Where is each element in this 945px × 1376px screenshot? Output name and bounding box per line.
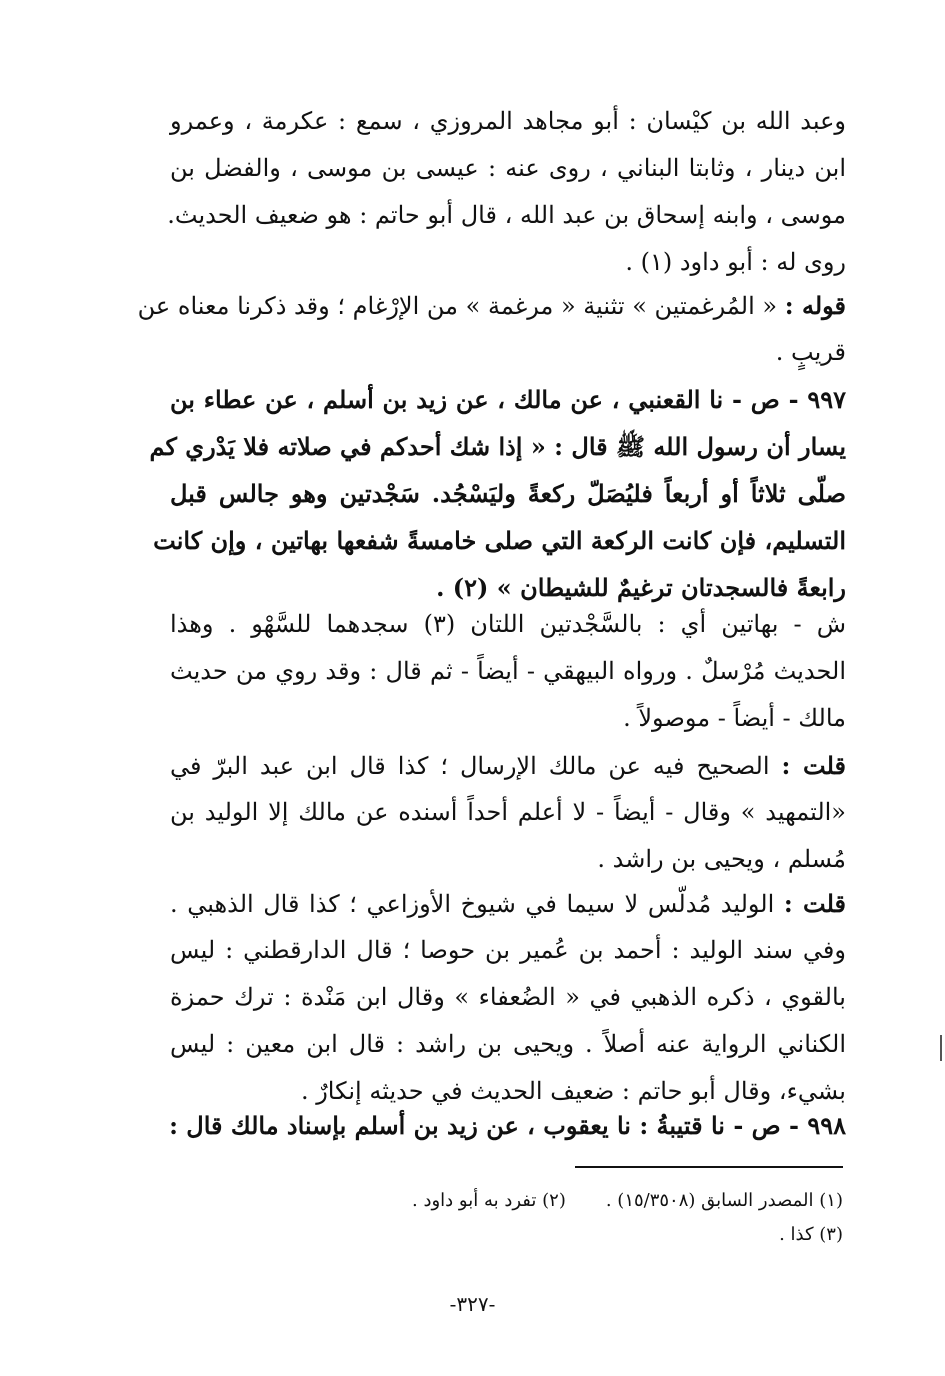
footnote-3: (٣) كذا . xyxy=(779,1224,843,1245)
text-line: الحديث مُرْسلٌ . ورواه البيهقي - أيضاً - ثم قال : وقد روي من حديث xyxy=(170,657,846,685)
paragraph-lead: قلت : xyxy=(783,889,846,918)
page-number: -٣٢٧- xyxy=(449,1292,496,1316)
line-text: « المُرغمتين » تثنية « مرغمة » من الإرْغام ؛ وقد ذكرنا معناه عن xyxy=(137,292,778,320)
paragraph-commentary-biha-tayn xyxy=(170,601,846,742)
text-line xyxy=(170,742,846,789)
text-line: ٩٩٨ - ص - نا قتيبةُ : نا يعقوب ، عن زيد بن أسلم بإسناد مالك قال : xyxy=(169,1111,846,1140)
text-line: بالقوي ، ذكره الذهبي في « الضُعفاء » وقال ابن مَنْدة : ترك حمزة xyxy=(170,983,846,1011)
line-text: الوليد مُدلّس لا سيما في شيوخ الأوزاعي ؛ كذا قال الذهبي . xyxy=(170,890,775,918)
text-line: يسار أن رسول الله ﷺ قال : « إذا شك أحدكم في صلاته فلا يَدْري كم xyxy=(149,432,846,461)
text-line: ابن دينار ، وثابتا البناني ، روى عنه : عيسى بن موسى ، والفضل بن xyxy=(170,154,846,182)
text-line xyxy=(170,880,846,927)
footnote-row xyxy=(300,1184,843,1218)
text-line: مالك - أيضاً - موصولاً . xyxy=(623,704,846,732)
footnote-row xyxy=(300,1218,843,1252)
text-line: صلّى ثلاثاً أو أربعاً فليُصَلّ ركعةً وليَسْجُد. سَجْدتين وهو جالس قبل xyxy=(170,479,846,508)
paragraph-abdullah-bin-kaysan xyxy=(167,98,846,286)
text-line: بشيء، وقال أبو حاتم : ضعيف الحديث في حديثه إنكارٌ . xyxy=(300,1077,846,1105)
text-line: الكناني الرواية عنه أصلاً . ويحيى بن راشد : قال ابن معين : ليس xyxy=(170,1030,846,1058)
text-line: ش - بهاتين أي : بالسَّجْدتين اللتان (٣) سجدهما للسَّهْو . وهذا xyxy=(170,610,846,638)
text-line: روى له : أبو داود (١) . xyxy=(625,248,846,276)
text-line: التسليم، فإن كانت الركعة التي صلى خامسةً شفعها بهاتين ، وإن كانت xyxy=(153,526,846,555)
text-line: وفي سند الوليد : أحمد بن عُمير بن حوصا ؛ قال الدارقطني : ليس xyxy=(170,936,846,964)
footnote-1: (١) المصدر السابق (١٥/٣٥٠٨) . xyxy=(605,1190,843,1211)
text-line: موسى ، وابنه إسحاق بن عبد الله ، قال أبو حاتم : هو ضعيف الحديث. xyxy=(167,201,846,229)
line-text: الصحيح فيه عن مالك الإرسال ؛ كذا قال ابن عبد البرّ في xyxy=(170,752,770,780)
paragraph-qultu-walid xyxy=(170,880,846,1115)
footnotes xyxy=(300,1184,843,1252)
footnote-2: (٢) تفرد به أبو داود . xyxy=(412,1190,566,1211)
text-line: ٩٩٧ - ص - نا القعنبي ، عن مالك ، عن زيد بن أسلم ، عن عطاء بن xyxy=(170,385,846,414)
paragraph-murghimatayn xyxy=(137,282,846,376)
text-line: وعبد الله بن كيْسان : أبو مجاهد المروزي ، سمع : عكرمة ، وعمرو xyxy=(170,107,846,135)
scan-edge-mark xyxy=(940,1035,942,1061)
text-line: مُسلم ، ويحيى بن راشد . xyxy=(597,845,846,873)
footnote-divider xyxy=(575,1166,843,1168)
paragraph-lead: قوله : xyxy=(784,291,846,320)
hadith-998 xyxy=(170,1102,846,1149)
paragraph-qultu-irsal xyxy=(170,742,846,883)
hadith-997 xyxy=(149,376,846,611)
text-line: رابعةً فالسجدتان ترغيمٌ للشيطان » (٢) . xyxy=(436,573,846,602)
text-line xyxy=(137,282,846,329)
paragraph-lead: قلت : xyxy=(781,751,846,780)
text-line: قريبٍ . xyxy=(775,338,846,366)
text-line: «التمهيد » وقال - أيضاً - لا أعلم أحداً أسنده عن مالك إلا الوليد بن xyxy=(170,798,846,826)
